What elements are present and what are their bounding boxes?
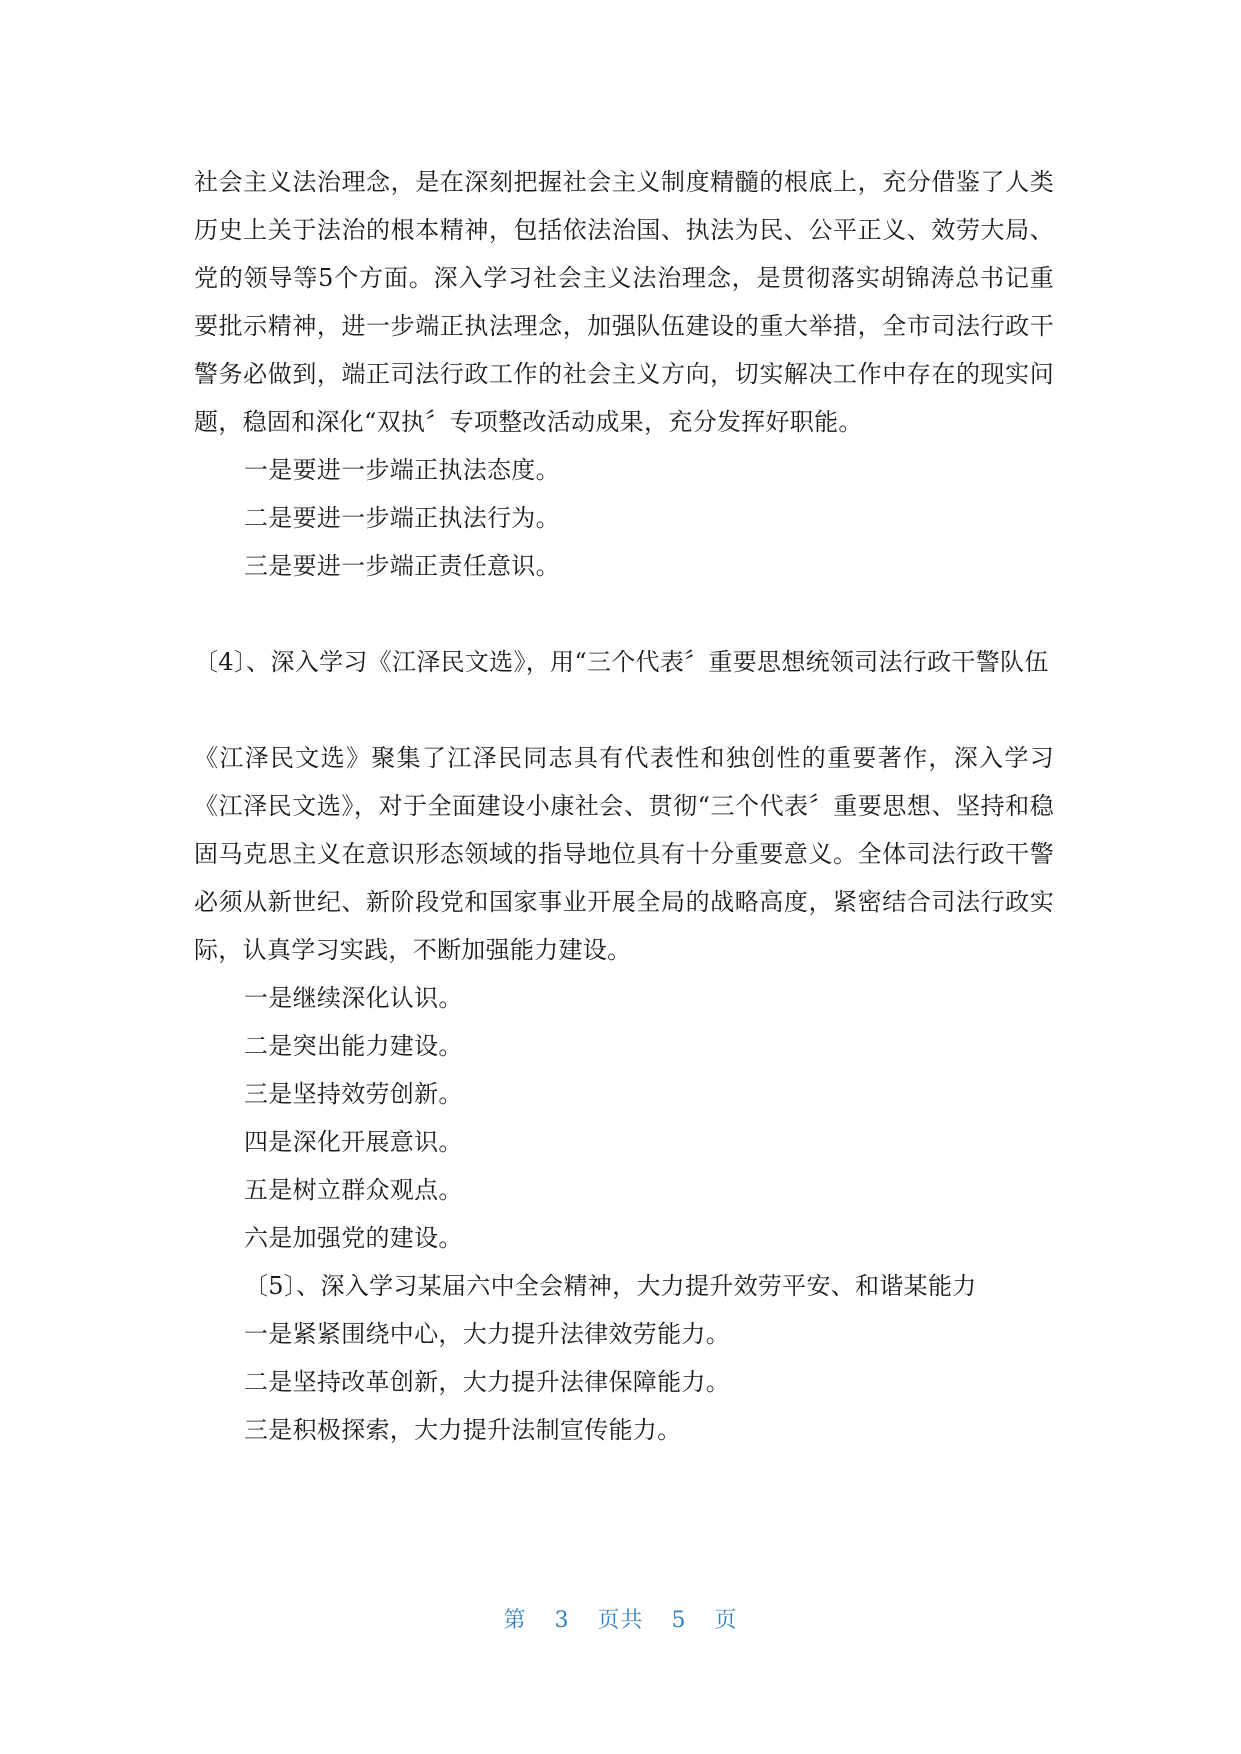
list-item: 三是坚持效劳创新。 (244, 1080, 463, 1108)
list-item: 二是坚持改革创新，大力提升法律保障能力。 (244, 1368, 730, 1396)
spacer (194, 590, 1054, 638)
footer-total-pages: 5 (671, 1608, 687, 1633)
footer-page-number: 3 (554, 1608, 570, 1633)
list-item: 二是要进一步端正执法行为。 (244, 504, 560, 532)
paragraph-rule-of-law: 社会主义法治理念，是在深刻把握社会主义制度精髓的根底上，充分借鉴了人类历史上关于法治的根本精神，包括依法治国、执法为民、公平正义、效劳大局、党的领导等5个方面。深入学习社会主义法治理念，是贯彻落实胡锦涛总书记重要批示精神，进一步端正执法理念，加强队伍建设的重大举措，全市司法行政干警务必做到，端正司法行政工作的社会主义方向，切实解决工作中存在的现实问题，稳固和深化“双执〞专项整改活动成果，充分发挥好职能。 (194, 168, 1054, 436)
section-heading-4: 〔4〕、深入学习《江泽民文选》，用“三个代表〞重要思想统领司法行政干警队伍 (194, 648, 1049, 676)
section-heading-5: 〔5〕、深入学习某届六中全会精神，大力提升效劳平安、和谐某能力 (244, 1272, 977, 1300)
footer-prefix: 第 (503, 1608, 527, 1633)
list-item: 三是积极探索，大力提升法制宣传能力。 (244, 1416, 682, 1444)
list-item: 三是要进一步端正责任意识。 (244, 552, 560, 580)
page-footer (0, 1603, 1241, 1634)
list-item: 一是要进一步端正执法态度。 (244, 456, 560, 484)
list-item: 一是继续深化认识。 (244, 984, 463, 1012)
document-body (194, 158, 1054, 1454)
list-item: 六是加强党的建设。 (244, 1224, 463, 1252)
list-item: 四是深化开展意识。 (244, 1128, 463, 1156)
footer-suffix: 页 (714, 1608, 738, 1633)
list-item: 二是突出能力建设。 (244, 1032, 463, 1060)
footer-middle: 页共 (597, 1608, 644, 1633)
paragraph-jiang-zemin-selected-works: 《江泽民文选》聚集了江泽民同志具有代表性和独创性的重要著作，深入学习《江泽民文选》，对于全面建设小康社会、贯彻“三个代表〞重要思想、坚持和稳固马克思主义在意识形态领域的指导地位具有十分重要意义。全体司法行政干警必须从新世纪、新阶段党和国家事业开展全局的战略高度，紧密结合司法行政实际，认真学习实践，不断加强能力建设。 (194, 744, 1054, 964)
list-item: 五是树立群众观点。 (244, 1176, 463, 1204)
list-item: 一是紧紧围绕中心，大力提升法律效劳能力。 (244, 1320, 730, 1348)
spacer (194, 686, 1054, 734)
